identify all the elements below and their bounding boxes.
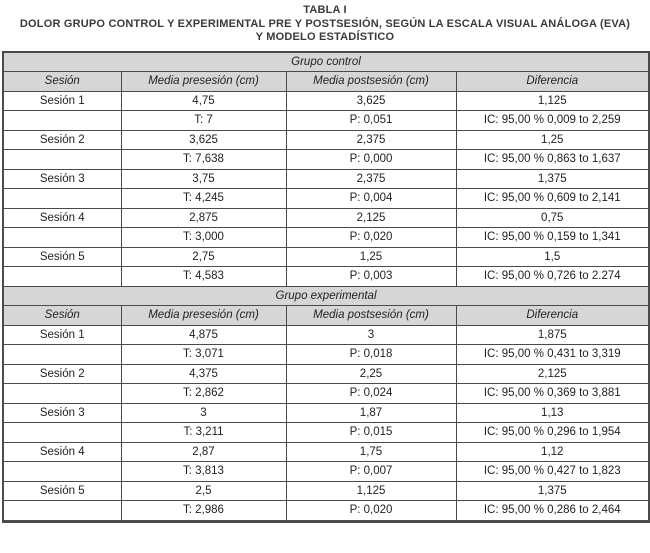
cell-media-postsesion: 3: [286, 325, 456, 345]
cell-diferencia: IC: 95,00 % 0,726 to 2.274: [456, 267, 649, 287]
cell-media-presesion: 2,75: [121, 247, 286, 267]
cell-diferencia: IC: 95,00 % 0,609 to 2,141: [456, 189, 649, 209]
group-header: Grupo experimental: [3, 286, 649, 306]
table-row: [3, 228, 649, 248]
cell-sesion: [3, 345, 121, 365]
cell-media-postsesion: P: 0,004: [286, 189, 456, 209]
cell-media-presesion: 4,375: [121, 364, 286, 384]
cell-media-presesion: 2,5: [121, 481, 286, 501]
cell-sesion: Sesión 1: [3, 91, 121, 111]
cell-sesion: Sesión 4: [3, 208, 121, 228]
group-header: Grupo control: [3, 52, 649, 72]
cell-sesion: Sesión 3: [3, 403, 121, 423]
cell-sesion: Sesión 2: [3, 364, 121, 384]
column-header: Media presesión (cm): [121, 306, 286, 326]
cell-media-presesion: 2,875: [121, 208, 286, 228]
cell-media-postsesion: P: 0,015: [286, 423, 456, 443]
cell-sesion: [3, 501, 121, 522]
cell-sesion: [3, 384, 121, 404]
cell-media-postsesion: P: 0,051: [286, 111, 456, 131]
table-number: TABLA I: [303, 4, 347, 16]
table-row: [3, 267, 649, 287]
cell-diferencia: 1,125: [456, 91, 649, 111]
table-row: [3, 150, 649, 170]
cell-diferencia: IC: 95,00 % 0,427 to 1,823: [456, 462, 649, 482]
column-header: Diferencia: [456, 306, 649, 326]
cell-sesion: [3, 228, 121, 248]
cell-sesion: Sesión 2: [3, 130, 121, 150]
column-header: Diferencia: [456, 72, 649, 92]
cell-media-presesion: 2,87: [121, 442, 286, 462]
cell-diferencia: 1,375: [456, 169, 649, 189]
cell-media-presesion: 3: [121, 403, 286, 423]
cell-media-postsesion: P: 0,024: [286, 384, 456, 404]
cell-diferencia: IC: 95,00 % 0,863 to 1,637: [456, 150, 649, 170]
cell-diferencia: 2,125: [456, 364, 649, 384]
cell-media-presesion: T: 3,813: [121, 462, 286, 482]
table-title-line2: Y MODELO ESTADÍSTICO: [255, 31, 395, 43]
cell-media-presesion: T: 4,245: [121, 189, 286, 209]
group-header-row: [3, 286, 649, 306]
table-row: [3, 345, 649, 365]
table-caption: [0, 4, 650, 45]
group-header-row: [3, 52, 649, 72]
cell-diferencia: IC: 95,00 % 0,159 to 1,341: [456, 228, 649, 248]
cell-diferencia: IC: 95,00 % 0,296 to 1,954: [456, 423, 649, 443]
cell-media-presesion: T: 7: [121, 111, 286, 131]
table-title-line1: DOLOR GRUPO CONTROL Y EXPERIMENTAL PRE Y POSTSESIÓN, SEGÚN LA ESCALA VISUAL ANÁLOGA (EVA): [19, 17, 631, 30]
cell-sesion: Sesión 5: [3, 481, 121, 501]
cell-media-postsesion: 2,375: [286, 169, 456, 189]
cell-media-postsesion: 1,125: [286, 481, 456, 501]
cell-media-presesion: 3,625: [121, 130, 286, 150]
cell-sesion: Sesión 3: [3, 169, 121, 189]
table-row: [3, 111, 649, 131]
cell-media-postsesion: 3,625: [286, 91, 456, 111]
table-row: [3, 169, 649, 189]
table-row: [3, 462, 649, 482]
column-header: Media presesión (cm): [121, 72, 286, 92]
table-row: [3, 364, 649, 384]
cell-media-postsesion: 2,125: [286, 208, 456, 228]
table-row: [3, 481, 649, 501]
cell-media-postsesion: P: 0,003: [286, 267, 456, 287]
cell-diferencia: 0,75: [456, 208, 649, 228]
cell-media-postsesion: 1,87: [286, 403, 456, 423]
table-body: [3, 52, 649, 522]
table-row: [3, 91, 649, 111]
table-row: [3, 247, 649, 267]
cell-media-postsesion: P: 0,007: [286, 462, 456, 482]
column-header: Sesión: [3, 306, 121, 326]
table-row: [3, 442, 649, 462]
cell-sesion: Sesión 1: [3, 325, 121, 345]
cell-media-presesion: T: 2,862: [121, 384, 286, 404]
cell-diferencia: IC: 95,00 % 0,431 to 3,319: [456, 345, 649, 365]
column-header: Media postsesión (cm): [286, 72, 456, 92]
cell-diferencia: 1,375: [456, 481, 649, 501]
cell-diferencia: 1,5: [456, 247, 649, 267]
cell-media-postsesion: 1,75: [286, 442, 456, 462]
column-header: Sesión: [3, 72, 121, 92]
cell-media-postsesion: 2,25: [286, 364, 456, 384]
table-row: [3, 423, 649, 443]
table-row: [3, 501, 649, 522]
cell-sesion: Sesión 4: [3, 442, 121, 462]
cell-sesion: [3, 111, 121, 131]
table-row: [3, 325, 649, 345]
cell-media-presesion: T: 2,986: [121, 501, 286, 522]
column-header-row: [3, 72, 649, 92]
cell-diferencia: 1,13: [456, 403, 649, 423]
table-row: [3, 130, 649, 150]
cell-diferencia: IC: 95,00 % 0,009 to 2,259: [456, 111, 649, 131]
cell-diferencia: 1,25: [456, 130, 649, 150]
cell-sesion: Sesión 5: [3, 247, 121, 267]
cell-media-presesion: 4,75: [121, 91, 286, 111]
column-header: Media postsesión (cm): [286, 306, 456, 326]
cell-media-presesion: T: 3,000: [121, 228, 286, 248]
cell-media-postsesion: 1,25: [286, 247, 456, 267]
cell-media-presesion: T: 4,583: [121, 267, 286, 287]
cell-diferencia: 1,875: [456, 325, 649, 345]
cell-sesion: [3, 150, 121, 170]
cell-diferencia: 1,12: [456, 442, 649, 462]
cell-media-presesion: T: 3,071: [121, 345, 286, 365]
cell-diferencia: IC: 95,00 % 0,286 to 2,464: [456, 501, 649, 522]
cell-media-presesion: 4,875: [121, 325, 286, 345]
cell-sesion: [3, 462, 121, 482]
data-table: [2, 51, 650, 523]
table-row: [3, 384, 649, 404]
table-row: [3, 189, 649, 209]
cell-media-postsesion: P: 0,020: [286, 501, 456, 522]
cell-sesion: [3, 423, 121, 443]
cell-media-postsesion: P: 0,018: [286, 345, 456, 365]
cell-media-postsesion: P: 0,020: [286, 228, 456, 248]
cell-media-presesion: T: 3,211: [121, 423, 286, 443]
cell-sesion: [3, 189, 121, 209]
cell-media-postsesion: P: 0,000: [286, 150, 456, 170]
cell-sesion: [3, 267, 121, 287]
table-row: [3, 403, 649, 423]
table-row: [3, 208, 649, 228]
cell-media-presesion: T: 7,638: [121, 150, 286, 170]
cell-diferencia: IC: 95,00 % 0,369 to 3,881: [456, 384, 649, 404]
cell-media-presesion: 3,75: [121, 169, 286, 189]
column-header-row: [3, 306, 649, 326]
cell-media-postsesion: 2,375: [286, 130, 456, 150]
